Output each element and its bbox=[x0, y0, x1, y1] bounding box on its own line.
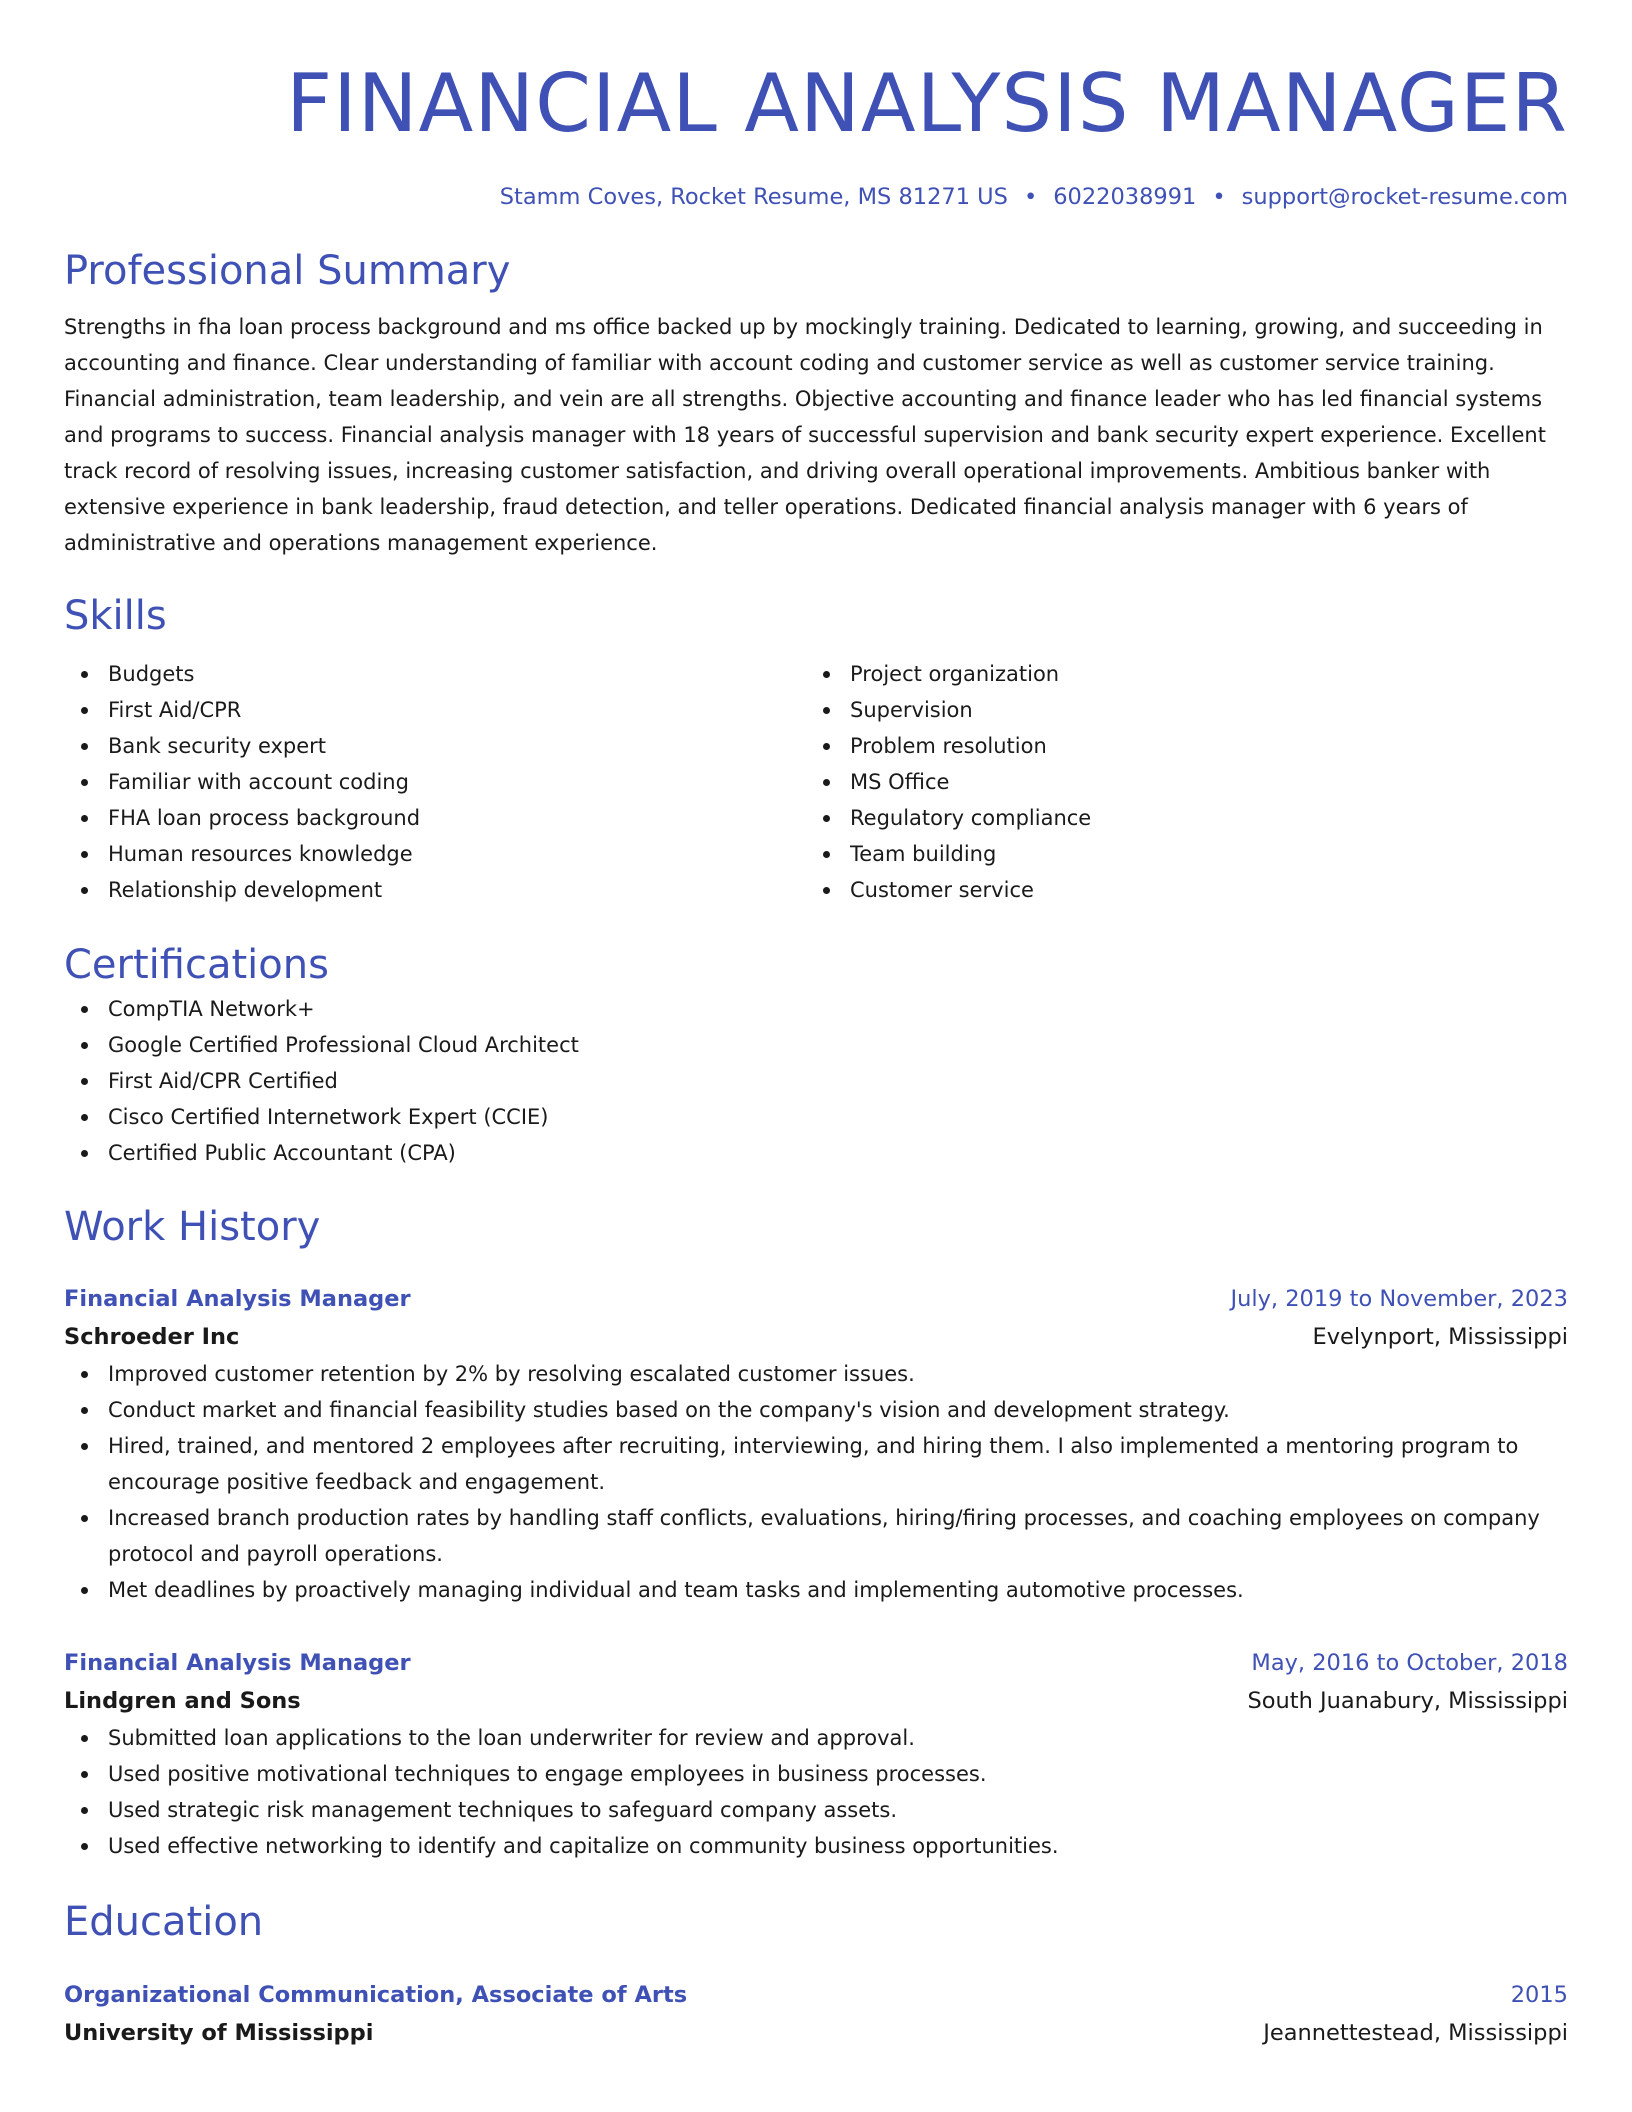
skill-item: MS Office bbox=[806, 764, 1548, 800]
job-bullet: Used strategic risk management techniques to safeguard company assets. bbox=[64, 1792, 1568, 1828]
job-bullet: Increased branch production rates by handling staff conflicts, evaluations, hiring/firing processes, and coaching employees on company protocol and payroll operations. bbox=[64, 1500, 1568, 1572]
contact-separator: • bbox=[1023, 184, 1038, 210]
job-title: Financial Analysis Manager bbox=[64, 1650, 411, 1676]
job-company: Lindgren and Sons bbox=[64, 1688, 301, 1714]
job-bullet: Used effective networking to identify and capitalize on community business opportunities. bbox=[64, 1828, 1568, 1864]
skill-item: Team building bbox=[806, 836, 1548, 872]
skills-section bbox=[64, 590, 1568, 908]
education-location: Jeannettestead, Mississippi bbox=[1263, 2020, 1568, 2046]
work-history-section bbox=[64, 1201, 1568, 1864]
summary-text: Strengths in fha loan process background and ms office backed up by mockingly training. Dedicated to learning, growing, and succeeding in accounting and finance. Clear understanding of familiar with account coding and customer service as well as customer service training. Financial administration, team leadership, and vein are all strengths. Objective accounting and finance leader who has led financial systems and programs to success. Financial analysis manager with 18 years of successful supervision and bank security expert experience. Excellent track record of resolving issues, increasing customer satisfaction, and driving overall operational improvements. Ambitious banker with extensive experience in bank leadership, fraud detection, and teller operations. Dedicated financial analysis manager with 6 years of administrative and operations management experience. bbox=[64, 315, 1546, 555]
section-title-skills: Skills bbox=[64, 593, 167, 639]
education-school: University of Mississippi bbox=[64, 2020, 374, 2046]
job-bullet: Submitted loan applications to the loan underwriter for review and approval. bbox=[64, 1720, 1568, 1756]
education-entry bbox=[64, 1976, 1568, 2052]
certification-item: Google Certified Professional Cloud Architect bbox=[64, 1027, 1568, 1063]
job-title: Financial Analysis Manager bbox=[64, 1286, 411, 1312]
section-title-certifications: Certifications bbox=[64, 942, 329, 988]
job-bullets bbox=[64, 1720, 1568, 1864]
job-company-row bbox=[64, 1318, 1568, 1356]
skill-item: Familiar with account coding bbox=[64, 764, 806, 800]
skill-item: Regulatory compliance bbox=[806, 800, 1548, 836]
job-location: Evelynport, Mississippi bbox=[1312, 1324, 1568, 1350]
skill-item: FHA loan process background bbox=[64, 800, 806, 836]
job-bullets bbox=[64, 1356, 1568, 1608]
certification-item: Cisco Certified Internetwork Expert (CCIE) bbox=[64, 1099, 1568, 1135]
job-dates: July, 2019 to November, 2023 bbox=[1230, 1286, 1568, 1312]
job-location: South Juanabury, Mississippi bbox=[1247, 1688, 1568, 1714]
certifications-section bbox=[64, 939, 1568, 1171]
job-entry bbox=[64, 1644, 1568, 1864]
job-entry bbox=[64, 1280, 1568, 1608]
job-header-row bbox=[64, 1644, 1568, 1682]
skill-item: Project organization bbox=[806, 656, 1548, 692]
job-company: Schroeder Inc bbox=[64, 1324, 240, 1350]
skill-item: First Aid/CPR bbox=[64, 692, 806, 728]
education-degree: Organizational Communication, Associate of Arts bbox=[64, 1982, 688, 2008]
job-bullet: Used positive motivational techniques to engage employees in business processes. bbox=[64, 1756, 1568, 1792]
education-year: 2015 bbox=[1510, 1982, 1568, 2008]
job-bullet: Conduct market and financial feasibility studies based on the company's vision and development strategy. bbox=[64, 1392, 1568, 1428]
skills-list-right bbox=[806, 656, 1548, 908]
job-bullet: Improved customer retention by 2% by resolving escalated customer issues. bbox=[64, 1356, 1568, 1392]
skills-list-left bbox=[64, 656, 806, 908]
job-bullet: Met deadlines by proactively managing individual and team tasks and implementing automotive processes. bbox=[64, 1572, 1568, 1608]
contact-address: Stamm Coves, Rocket Resume, MS 81271 US bbox=[499, 184, 1008, 210]
skill-item: Problem resolution bbox=[806, 728, 1548, 764]
job-header-row bbox=[64, 1280, 1568, 1318]
contact-line bbox=[64, 182, 1568, 212]
skills-grid bbox=[64, 656, 1568, 908]
candidate-title: FINANCIAL ANALYSIS MANAGER bbox=[286, 57, 1568, 150]
certification-item: Certified Public Accountant (CPA) bbox=[64, 1135, 1568, 1171]
skill-item: Human resources knowledge bbox=[64, 836, 806, 872]
contact-separator: • bbox=[1212, 184, 1226, 210]
skill-item: Relationship development bbox=[64, 872, 806, 908]
summary-section bbox=[64, 245, 1568, 561]
job-company-row bbox=[64, 1682, 1568, 1720]
section-title-summary: Professional Summary bbox=[64, 248, 511, 294]
skill-item: Customer service bbox=[806, 872, 1548, 908]
contact-phone[interactable]: 6022038991 bbox=[1053, 184, 1197, 210]
contact-email[interactable]: support@rocket-resume.com bbox=[1241, 184, 1568, 210]
education-school-row bbox=[64, 2014, 1568, 2052]
education-header-row bbox=[64, 1976, 1568, 2014]
section-title-work-history: Work History bbox=[64, 1204, 321, 1250]
certification-item: First Aid/CPR Certified bbox=[64, 1063, 1568, 1099]
job-dates: May, 2016 to October, 2018 bbox=[1251, 1650, 1568, 1676]
skill-item: Bank security expert bbox=[64, 728, 806, 764]
section-title-education: Education bbox=[64, 1899, 264, 1945]
skill-item: Budgets bbox=[64, 656, 806, 692]
certifications-list bbox=[64, 991, 1568, 1171]
resume-header bbox=[64, 52, 1568, 212]
education-section bbox=[64, 1896, 1568, 2052]
skill-item: Supervision bbox=[806, 692, 1548, 728]
job-bullet: Hired, trained, and mentored 2 employees after recruiting, interviewing, and hiring them. I also implemented a mentoring program to encourage positive feedback and engagement. bbox=[64, 1428, 1568, 1500]
certification-item: CompTIA Network+ bbox=[64, 991, 1568, 1027]
